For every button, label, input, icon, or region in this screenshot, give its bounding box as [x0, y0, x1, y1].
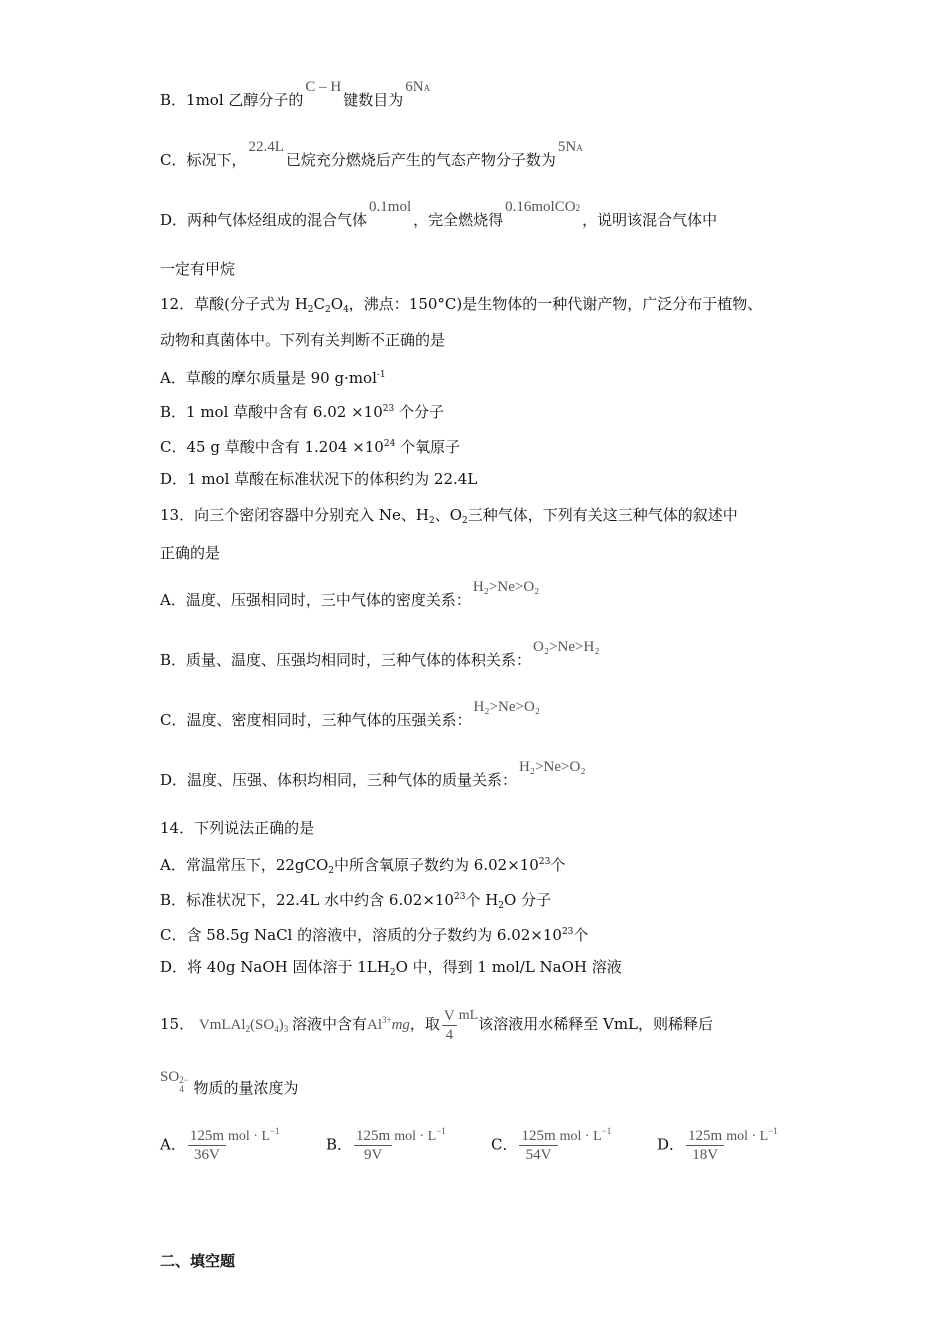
q12-stem-cont: 动物和真菌体中。下列有关判断不正确的是: [160, 331, 446, 349]
q13-option-d: D．温度、压强、体积均相同，三种气体的质量关系：H₂>Ne>O₂: [160, 759, 586, 789]
q13-option-c: C．温度、密度相同时，三种气体的压强关系：H₂>Ne>O₂: [160, 699, 541, 729]
q15-stem: 15． $VmLAl_2(SO_4)_3$ 溶液中含有$Al^{3+}mg$，取 $\frac{V}{4}$ mL该溶液用水稀释至 VmL，则稀释后: [160, 1007, 714, 1043]
q12-stem: 12．草酸(分子式为 $H_2C_2O_4$，沸点：150°C)是生物体的一种代谢产物，广泛分布于植物、: [160, 295, 763, 315]
q13-option-b: B．质量、温度、压强均相同时，三种气体的体积关系：O₂>Ne>H₂: [160, 639, 600, 669]
q15-option-c: C． $\frac{125m}{54V}$ mol · $L^{-1}$: [491, 1125, 612, 1163]
q14-option-b: B．标准状况下，22.4L 水中约含 $6.02\times 10^{23}$个 $H_2O$ 分子: [160, 891, 552, 911]
q11-option-b: B．1mol 乙醇分子的C – H键数目为6NA: [160, 79, 431, 109]
formula-c-h: C – H: [305, 79, 342, 95]
q14-option-c: C．含 58.5g NaCl 的溶液中，溶质的分子数约为 $6.02\times 10^{23}$个: [160, 926, 589, 944]
section-heading-fill-in: 二、填空题: [160, 1252, 236, 1270]
q11-option-d-cont: 一定有甲烷: [160, 260, 236, 278]
q14-option-d: D．将 40g NaOH 固体溶于 $1LH_2O$ 中，得到 1 mol/L NaOH 溶液: [160, 958, 622, 978]
q12-option-a: A．草酸的摩尔质量是 90 g·mol$^{-1}$: [160, 369, 386, 387]
q12-option-b: B．1 mol 草酸中含有 $6.02 \times 10^{23}$ 个分子: [160, 403, 444, 421]
q13-stem-cont: 正确的是: [160, 544, 221, 562]
q15-option-b: B． $\frac{125m}{9V}$ mol · $L^{-1}$: [326, 1125, 446, 1163]
q15-option-d: D． $\frac{125m}{18V}$ mol · $L^{-1}$: [657, 1125, 778, 1163]
q13-option-a: A．温度、压强相同时，三中气体的密度关系：H₂>Ne>O₂: [160, 579, 540, 609]
q14-option-a: A．常温常压下，22gCO$_2$中所含氧原子数约为 $6.02\times 10^{23}$个: [160, 856, 566, 876]
q12-option-c: C．45 g 草酸中含有 $1.204 \times 10^{24}$ 个氧原子: [160, 438, 461, 456]
q11-option-d: D．两种气体烃组成的混合气体0.1mol，完全燃烧得0.16molCO2，说明该混合气体中: [160, 199, 718, 229]
q13-stem: 13．向三个密闭容器中分别充入 Ne、$H_2$、$O_2$三种气体，下列有关这三种气体的叙述中: [160, 506, 738, 526]
fraction-v-over-4: $\frac{V}{4}$: [443, 1007, 455, 1043]
q14-stem: 14．下列说法正确的是: [160, 819, 315, 837]
q11-option-c: C．标况下，22.4L已烷充分燃烧后产生的气态产物分子数为5NA: [160, 139, 583, 169]
q15-stem-cont: SO 2− 4 物质的量浓度为: [160, 1069, 299, 1097]
q12-option-d: D．1 mol 草酸在标准状况下的体积约为 22.4L: [160, 470, 478, 488]
q15-option-a: A． $\frac{125m}{36V}$ mol · $L^{-1}$: [160, 1125, 280, 1163]
